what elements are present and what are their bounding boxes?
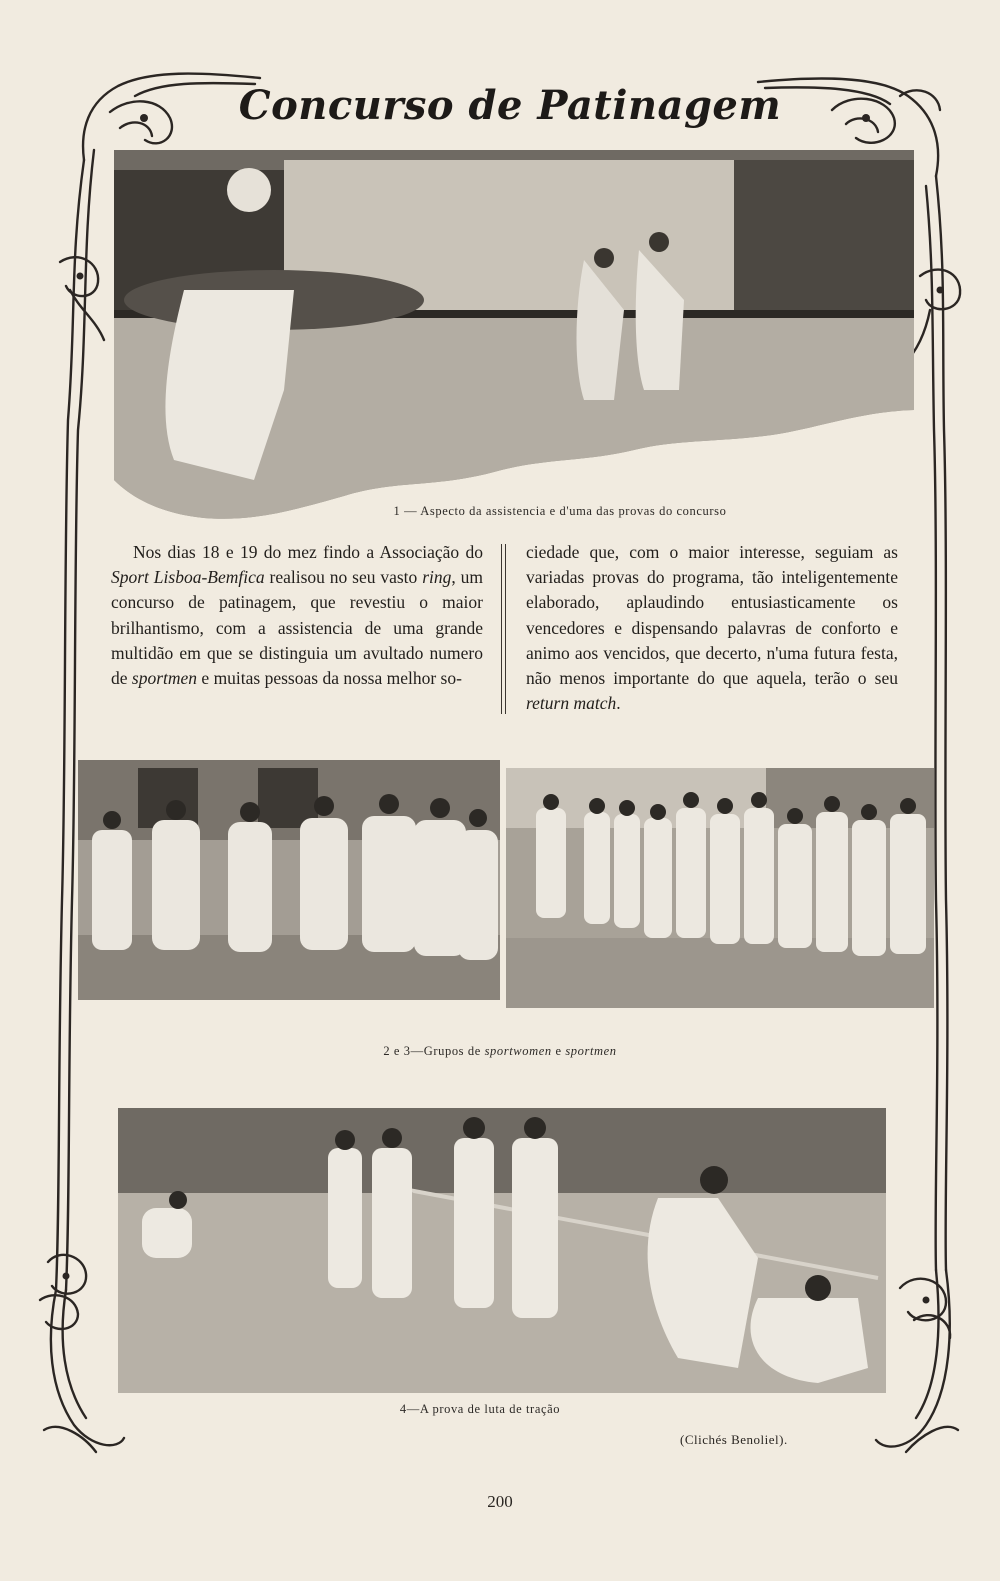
article-text: , um concurso de patinagem, que revestiu o maior brilhantismo, com a assistencia de uma grande multidão em que se distinguia um avultado numero de [111,567,483,689]
article-column-right [526,540,898,716]
article-text: Nos dias 18 e 19 do mez findo a Associação do [133,542,483,562]
caption-photo-1: 1 — Aspecto da assistencia e d'uma das provas do concurso [393,504,727,518]
photo-skating-contest [114,150,914,522]
caption-text: 2 e 3—Grupos de [383,1044,485,1058]
photo-sportmen-group [506,768,934,1008]
article-italic-club: Sport Lisboa-Bemfica [111,567,265,588]
caption-text: e [551,1044,566,1058]
column-divider [505,544,506,714]
article-italic-ring: ring [422,567,452,588]
column-divider [501,544,502,714]
article-text: realisou no seu vasto [264,567,423,588]
article-text: . [616,693,621,714]
caption-photos-2-3 [300,1044,700,1059]
photo-sportwomen-group [78,760,500,1000]
article-text: e muitas pessoas da nossa melhor so- [197,668,462,689]
caption-italic: sportmen [565,1044,617,1058]
caption-photo-4: 4—A prova de luta de tração [399,1402,561,1416]
article-text: ciedade que, com o maior interesse, seguiam as variadas provas do programa, tão inteligentemente elaborado, aplaudindo entusiasticamente os vencedores e dispensando palavras de conforto e animo aos vencidos, que decerto, n'uma futura festa, não menos importante do que aquela, terão o seu [526,542,898,689]
page-title: Concurso de Patinagem [238,82,782,129]
article-italic-return-match: return match [526,693,617,714]
page-number: 200 [487,1492,513,1511]
photo-tug-of-war [118,1108,886,1393]
article-column-left [111,540,483,691]
article-italic-sportmen: sportmen [131,668,198,689]
caption-italic: sportwomen [484,1044,552,1058]
photo-credit: (Clichés Benoliel). [680,1432,788,1447]
